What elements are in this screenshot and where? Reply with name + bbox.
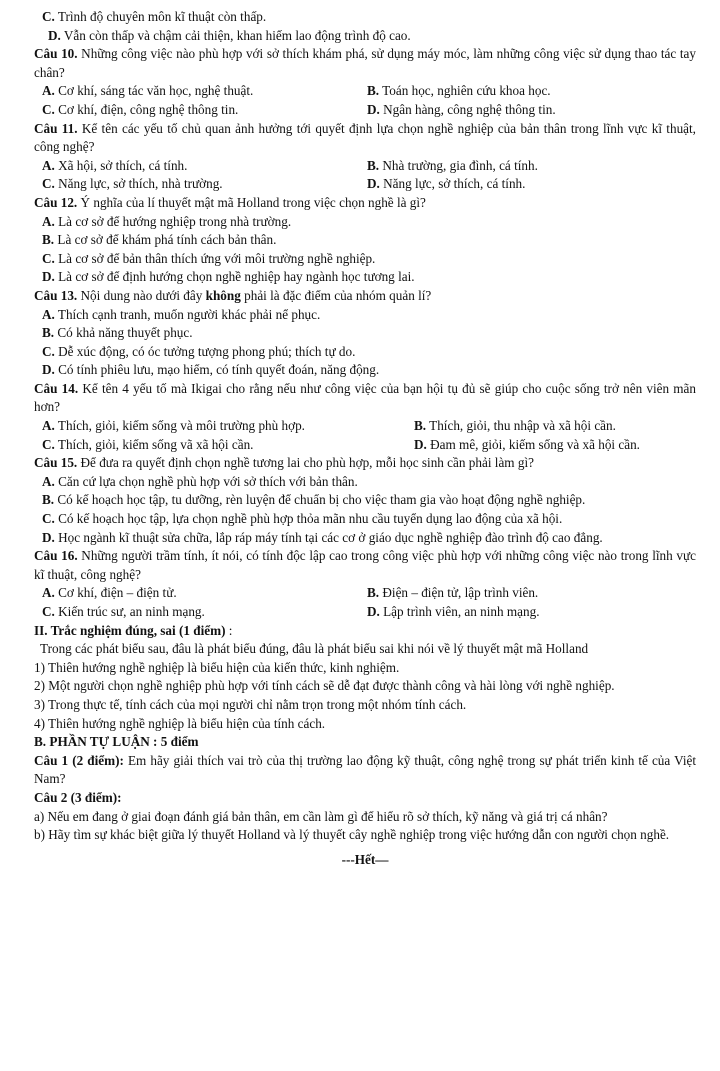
essay-question-2-label: Câu 2 (3 điểm):	[34, 789, 122, 805]
question-15: Câu 15. Để đưa ra quyết định chọn nghề tương lai cho phù hợp, mỗi học sinh cần phải làm gì?	[34, 455, 534, 471]
q14-option-c: C. Thích, giỏi, kiếm sống vã xã hội cần.	[42, 436, 254, 452]
q11-options-row-2	[34, 175, 696, 194]
part-b-heading: B. PHẦN TỰ LUẬN : 5 điểm	[34, 734, 199, 750]
q15-option-b: B. Có kế hoạch học tập, tu dưỡng, rèn luyện để chuẩn bị cho việc tham gia vào hoạt động nghề nghiệp.	[42, 492, 586, 508]
essay-question-2a: a) Nếu em đang ở giai đoạn đánh giá bản thân, em cần làm gì để hiểu rõ sở thích, kỹ năng và giá trị cá nhân?	[34, 808, 608, 824]
q10-option-b: B. Toán học, nghiên cứu khoa học.	[367, 83, 551, 99]
q15-option-c: C. Có kế hoạch học tập, lựa chọn nghề phù hợp thỏa mãn nhu cầu tuyển dụng lao động của xã hội.	[42, 511, 563, 527]
essay-question-2b: b) Hãy tìm sự khác biệt giữa lý thuyết Holland và lý thuyết cây nghề nghiệp trong việc hướng dẫn con người chọn nghề.	[34, 827, 670, 843]
q16-option-a: A. Cơ khí, điện – điện tử.	[42, 585, 177, 601]
q11-option-b: B. Nhà trường, gia đình, cá tính.	[367, 157, 538, 173]
q16-options-row-2	[34, 603, 696, 622]
q9-option-d: D. Vẫn còn thấp và chậm cải thiện, khan hiếm lao động trình độ cao.	[48, 27, 411, 43]
q16-option-c: C. Kiến trúc sư, an ninh mạng.	[42, 604, 205, 619]
q11-options-row-1	[34, 157, 696, 176]
statement-3: 3) Trong thực tế, tính cách của mọi người chỉ nằm trọn trong một nhóm tính cách.	[34, 696, 467, 712]
q13-option-b: B. Có khả năng thuyết phục.	[42, 325, 193, 341]
question-12: Câu 12. Ý nghĩa của lí thuyết mật mã Holland trong việc chọn nghề là gì?	[34, 194, 426, 210]
q10-option-a: A. Cơ khí, sáng tác văn học, nghệ thuật.	[42, 83, 254, 99]
q14-option-d: D. Đam mê, giỏi, kiếm sống và xã hội cần.	[414, 436, 640, 452]
q13-option-d: D. Có tính phiêu lưu, mạo hiểm, có tính quyết đoán, năng động.	[42, 362, 380, 378]
q14-option-b: B. Thích, giỏi, thu nhập và xã hội cần.	[414, 418, 616, 434]
q15-option-d: D. Học ngành kĩ thuật sửa chữa, lắp ráp máy tính tại các cơ ở giáo dục nghề nghiệp đào trình độ cao đẳng.	[42, 529, 603, 545]
part-2-heading: II. Trắc nghiệm đúng, sai (1 điểm) :	[34, 622, 233, 638]
q12-option-b: B. Là cơ sở để khám phá tính cách bản thân.	[42, 232, 277, 248]
q12-option-a: A. Là cơ sở để hướng nghiệp trong nhà trường.	[42, 213, 292, 229]
q11-option-c: C. Năng lực, sở thích, nhà trường.	[42, 176, 223, 192]
question-13: Câu 13. Nội dung nào dưới đây không phải là đặc điểm của nhóm quản lí?	[34, 287, 432, 303]
question-10: Câu 10. Những công việc nào phù hợp với sở thích khám phá, sử dụng máy móc, làm những công việc sử dụng thao tác tay chân?	[34, 46, 696, 80]
q11-option-a: A. Xã hội, sở thích, cá tính.	[42, 157, 188, 173]
q12-option-d: D. Là cơ sở để định hướng chọn nghề nghiệp hay ngành học tương lai.	[42, 269, 415, 285]
q16-option-b: B. Điện – điện tử, lập trình viên.	[367, 585, 539, 601]
q14-option-a: A. Thích, giỏi, kiếm sống và môi trường phù hợp.	[42, 418, 305, 434]
q13-option-c: C. Dễ xúc động, có óc tưởng tượng phong phú; thích tự do.	[42, 343, 356, 359]
q10-options-row-2	[34, 101, 696, 120]
q9-option-c: C. Trình độ chuyên môn kĩ thuật còn thấp.	[42, 9, 267, 24]
question-14: Câu 14. Kể tên 4 yếu tố mà Ikigai cho rằng nếu như công việc của bạn hội tụ đủ sẽ giúp cho cuộc sống trở nên viên mãn hơn?	[34, 380, 697, 415]
q14-options-row-1	[34, 417, 696, 436]
q14-options-row-2	[34, 436, 696, 455]
statement-4: 4) Thiên hướng nghề nghiệp là biểu hiện của tính cách.	[34, 715, 326, 731]
q10-option-d: D. Ngân hàng, công nghệ thông tin.	[367, 101, 556, 117]
part-2-intro: Trong các phát biểu sau, đâu là phát biểu đúng, đâu là phát biểu sai khi nói về lý thuyết mật mã Holland	[40, 641, 589, 657]
question-11: Câu 11. Kể tên các yếu tố chủ quan ảnh hưởng tới quyết định lựa chọn nghề nghiệp của bản thân trong lĩnh vực kĩ thuật, công nghệ?	[34, 120, 696, 155]
q12-option-c: C. Là cơ sở để bản thân thích ứng với môi trường nghề nghiệp.	[42, 250, 376, 266]
q15-option-a: A. Căn cứ lựa chọn nghề phù hợp với sở thích với bản thân.	[42, 473, 358, 489]
q16-options-row-1	[34, 584, 696, 603]
question-16: Câu 16. Những người trầm tính, ít nói, có tính độc lập cao trong công việc phù hợp với những công việc nào trong lĩnh vực kĩ thuật, công nghệ?	[34, 548, 697, 582]
q10-options-row-1	[34, 82, 696, 101]
q11-option-d: D. Năng lực, sở thích, cá tính.	[367, 176, 526, 192]
statement-2: 2) Một người chọn nghề nghiệp phù hợp với tính cách sẽ dễ đạt được thành công và hài lòng với nghề nghiệp.	[34, 678, 615, 694]
q10-option-c: C. Cơ khí, điện, công nghệ thông tin.	[42, 101, 239, 117]
q16-option-d: D. Lập trình viên, an ninh mạng.	[367, 604, 540, 619]
end-mark: ---Hết—	[341, 851, 389, 867]
q13-option-a: A. Thích cạnh tranh, muốn người khác phải nể phục.	[42, 306, 321, 322]
essay-question-1: Câu 1 (2 điểm): Em hãy giải thích vai trò của thị trường lao động kỹ thuật, công nghệ trong sự phát triển kinh tế của Việt Nam?	[34, 752, 697, 787]
statement-1: 1) Thiên hướng nghề nghiệp là biểu hiện của kiến thức, kinh nghiệm.	[34, 659, 400, 675]
